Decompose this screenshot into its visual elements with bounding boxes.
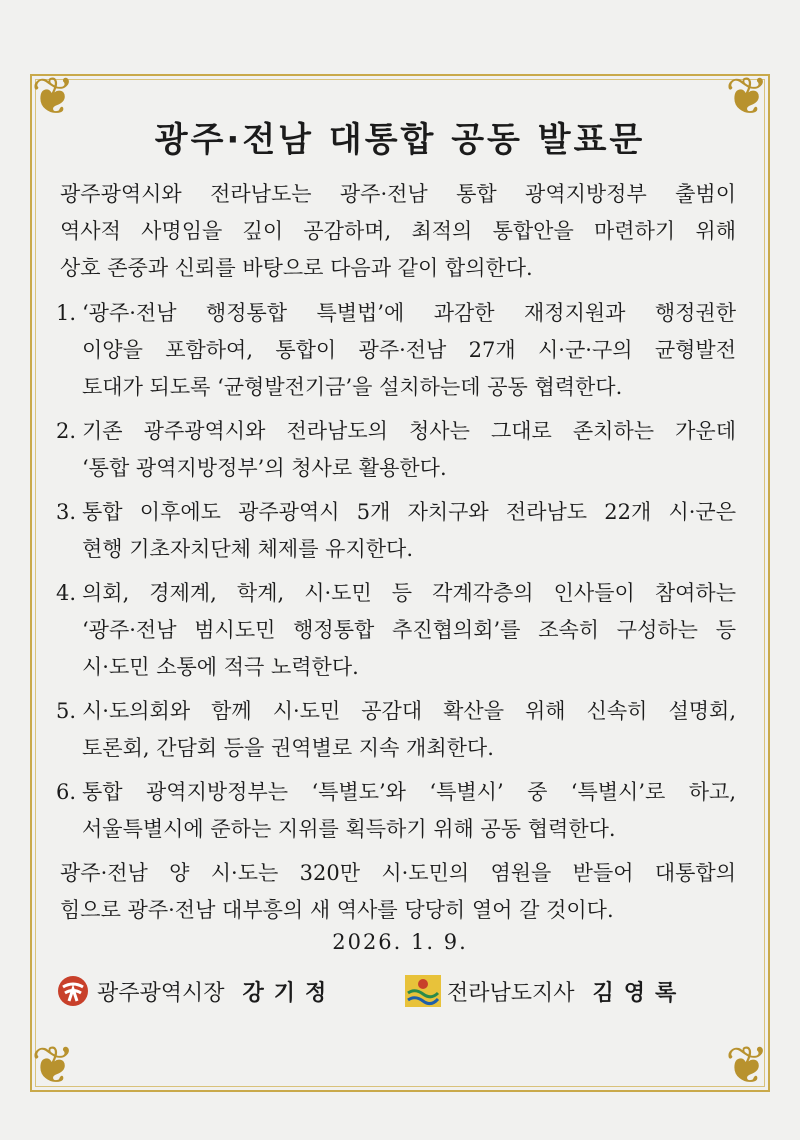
agreement-item [56, 413, 736, 487]
agreement-item [56, 693, 736, 767]
agreement-item [56, 575, 736, 686]
text-line: 역사적 사명임을 깊이 공감하며, 최적의 통합안을 마련하기 위해 [60, 219, 736, 243]
signer-title: 광주광역시장 [97, 980, 225, 1006]
text-line: 시·도민 소통에 적극 노력한다. [82, 655, 359, 679]
item-number: 5. [56, 699, 77, 723]
agreement-item [56, 774, 736, 848]
item-number: 3. [56, 500, 77, 524]
text-line: 광주·전남 양 시·도는 320만 시·도민의 염원을 받들어 대통합의 [60, 861, 736, 885]
text-line: ‘광주·전남 범시도민 행정통합 추진협의회’를 조속히 구성하는 등 [82, 618, 736, 642]
signer-name: 강기정 [242, 979, 337, 1006]
jeonnam-province-logo-icon [405, 975, 441, 1007]
document-title: 광주·전남 대통합 공동 발표문 [154, 120, 646, 160]
corner-ornament-icon: ❦ [31, 1036, 75, 1096]
signer-name: 김영록 [592, 979, 687, 1006]
text-line: 통합 광역지방정부는 ‘특별도’와 ‘특별시’ 중 ‘특별시’로 하고, [82, 780, 736, 804]
text-line: 상호 존중과 신뢰를 바탕으로 다음과 같이 합의한다. [60, 256, 533, 280]
text-line: 의회, 경제계, 학계, 시·도민 등 각계각층의 인사들이 참여하는 [82, 581, 736, 605]
text-line: 힘으로 광주·전남 대부흥의 새 역사를 당당히 열어 갈 것이다. [60, 898, 614, 922]
corner-ornament-icon: ❦ [31, 67, 75, 127]
signature-gwangju [55, 975, 336, 1007]
gwangju-city-logo-icon [55, 975, 91, 1007]
text-line: 광주광역시와 전라남도는 광주·전남 통합 광역지방정부 출범이 [60, 182, 736, 206]
signer-title: 전라남도지사 [447, 980, 575, 1006]
text-line: 통합 이후에도 광주광역시 5개 자치구와 전라남도 22개 시·군은 [82, 500, 736, 524]
closing-paragraph [60, 855, 736, 929]
text-line: 서울특별시에 준하는 지위를 획득하기 위해 공동 협력한다. [82, 817, 616, 841]
text-line: 기존 광주광역시와 전라남도의 청사는 그대로 존치하는 가운데 [82, 419, 736, 443]
intro-paragraph [60, 176, 736, 287]
agreement-item [56, 494, 736, 568]
text-line: 토론회, 간담회 등을 권역별로 지속 개최한다. [82, 736, 494, 760]
signature-jeonnam [405, 975, 686, 1007]
corner-ornament-icon: ❦ [725, 67, 769, 127]
text-line: ‘통합 광역지방정부’의 청사로 활용한다. [82, 456, 447, 480]
item-number: 2. [56, 419, 77, 443]
item-number: 4. [56, 581, 77, 605]
corner-ornament-icon: ❦ [725, 1036, 769, 1096]
text-line: 이양을 포함하여, 통합이 광주·전남 27개 시·군·구의 균형발전 [82, 338, 736, 362]
text-line: 현행 기초자치단체 체제를 유지한다. [82, 537, 413, 561]
text-line: ‘광주·전남 행정통합 특별법’에 과감한 재정지원과 행정권한 [82, 301, 736, 325]
document-body [56, 176, 736, 937]
item-number: 1. [56, 301, 77, 325]
text-line: 토대가 되도록 ‘균형발전기금’을 설치하는데 공동 협력한다. [82, 375, 623, 399]
document-date: 2026. 1. 9. [332, 930, 468, 954]
item-number: 6. [56, 780, 77, 804]
text-line: 시·도의회와 함께 시·도민 공감대 확산을 위해 신속히 설명회, [82, 699, 736, 723]
agreement-item [56, 295, 736, 406]
